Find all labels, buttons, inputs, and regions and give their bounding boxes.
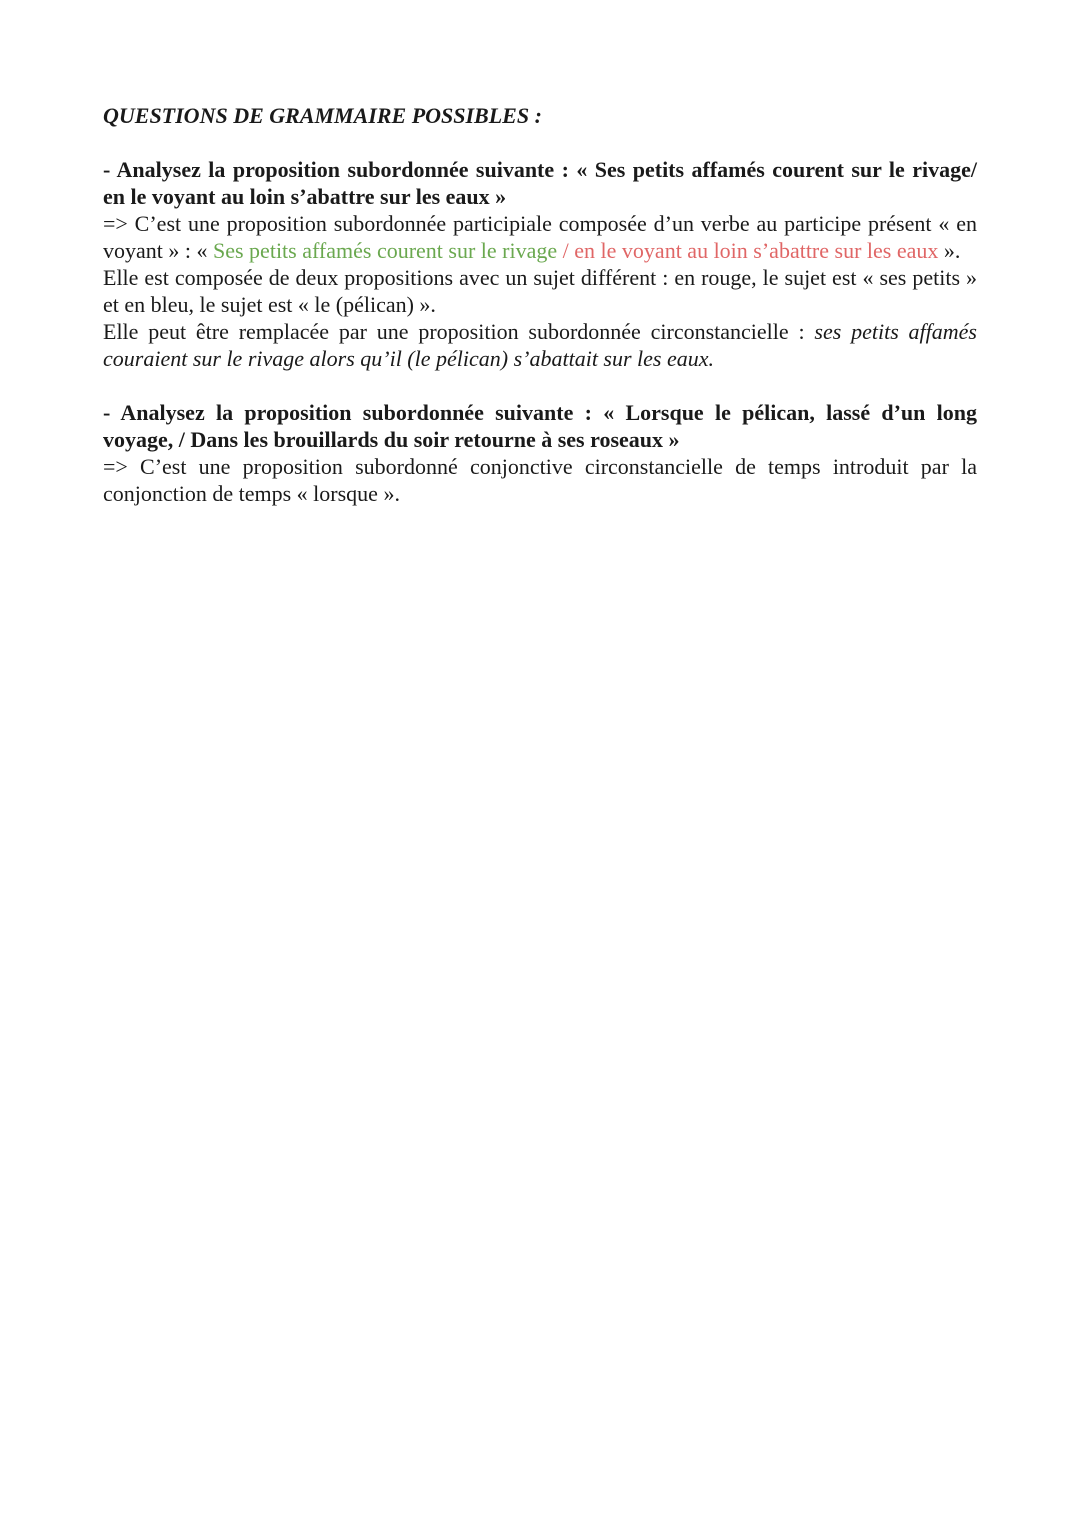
answer-1 [103, 210, 977, 264]
page-title: QUESTIONS DE GRAMMAIRE POSSIBLES : [103, 103, 542, 128]
answer-1-prefix: => C’est une proposition subordonnée participiale composée d’un verbe au participe présent « en voyant » : « [103, 211, 977, 263]
answer-1-separator: / [557, 238, 575, 263]
question-2: - Analysez la proposition subordonnée suivante : « Lorsque le pélican, lassé d’un long voyage, / Dans les brouillards du soir retourne à ses roseaux » [103, 400, 977, 452]
answer-1-replacement-prefix: Elle peut être remplacée par une proposition subordonnée circonstancielle : [103, 319, 815, 344]
answer-1-replacement-example: ses petits affamés couraient sur le rivage alors qu’il (le pélican) s’abattait sur les eaux. [103, 319, 977, 371]
answer-1-red-clause: en le voyant au loin s’abattre sur les eaux [574, 238, 939, 263]
answer-1-green-clause: Ses petits affamés courent sur le rivage [213, 238, 558, 263]
question-1: - Analysez la proposition subordonnée suivante : « Ses petits affamés courent sur le rivage/ en le voyant au loin s’abattre sur les eaux » [103, 157, 977, 209]
answer-2: => C’est une proposition subordonné conjonctive circonstancielle de temps introduit par la conjonction de temps « lorsque ». [103, 454, 977, 506]
answer-1-replacement [103, 318, 977, 372]
answer-1-suffix: ». [938, 238, 961, 263]
answer-1-subjects: Elle est composée de deux propositions avec un sujet différent : en rouge, le sujet est « ses petits » et en bleu, le sujet est « le (pélican) ». [103, 265, 977, 317]
spacer [103, 372, 977, 399]
document-page [103, 96, 977, 507]
